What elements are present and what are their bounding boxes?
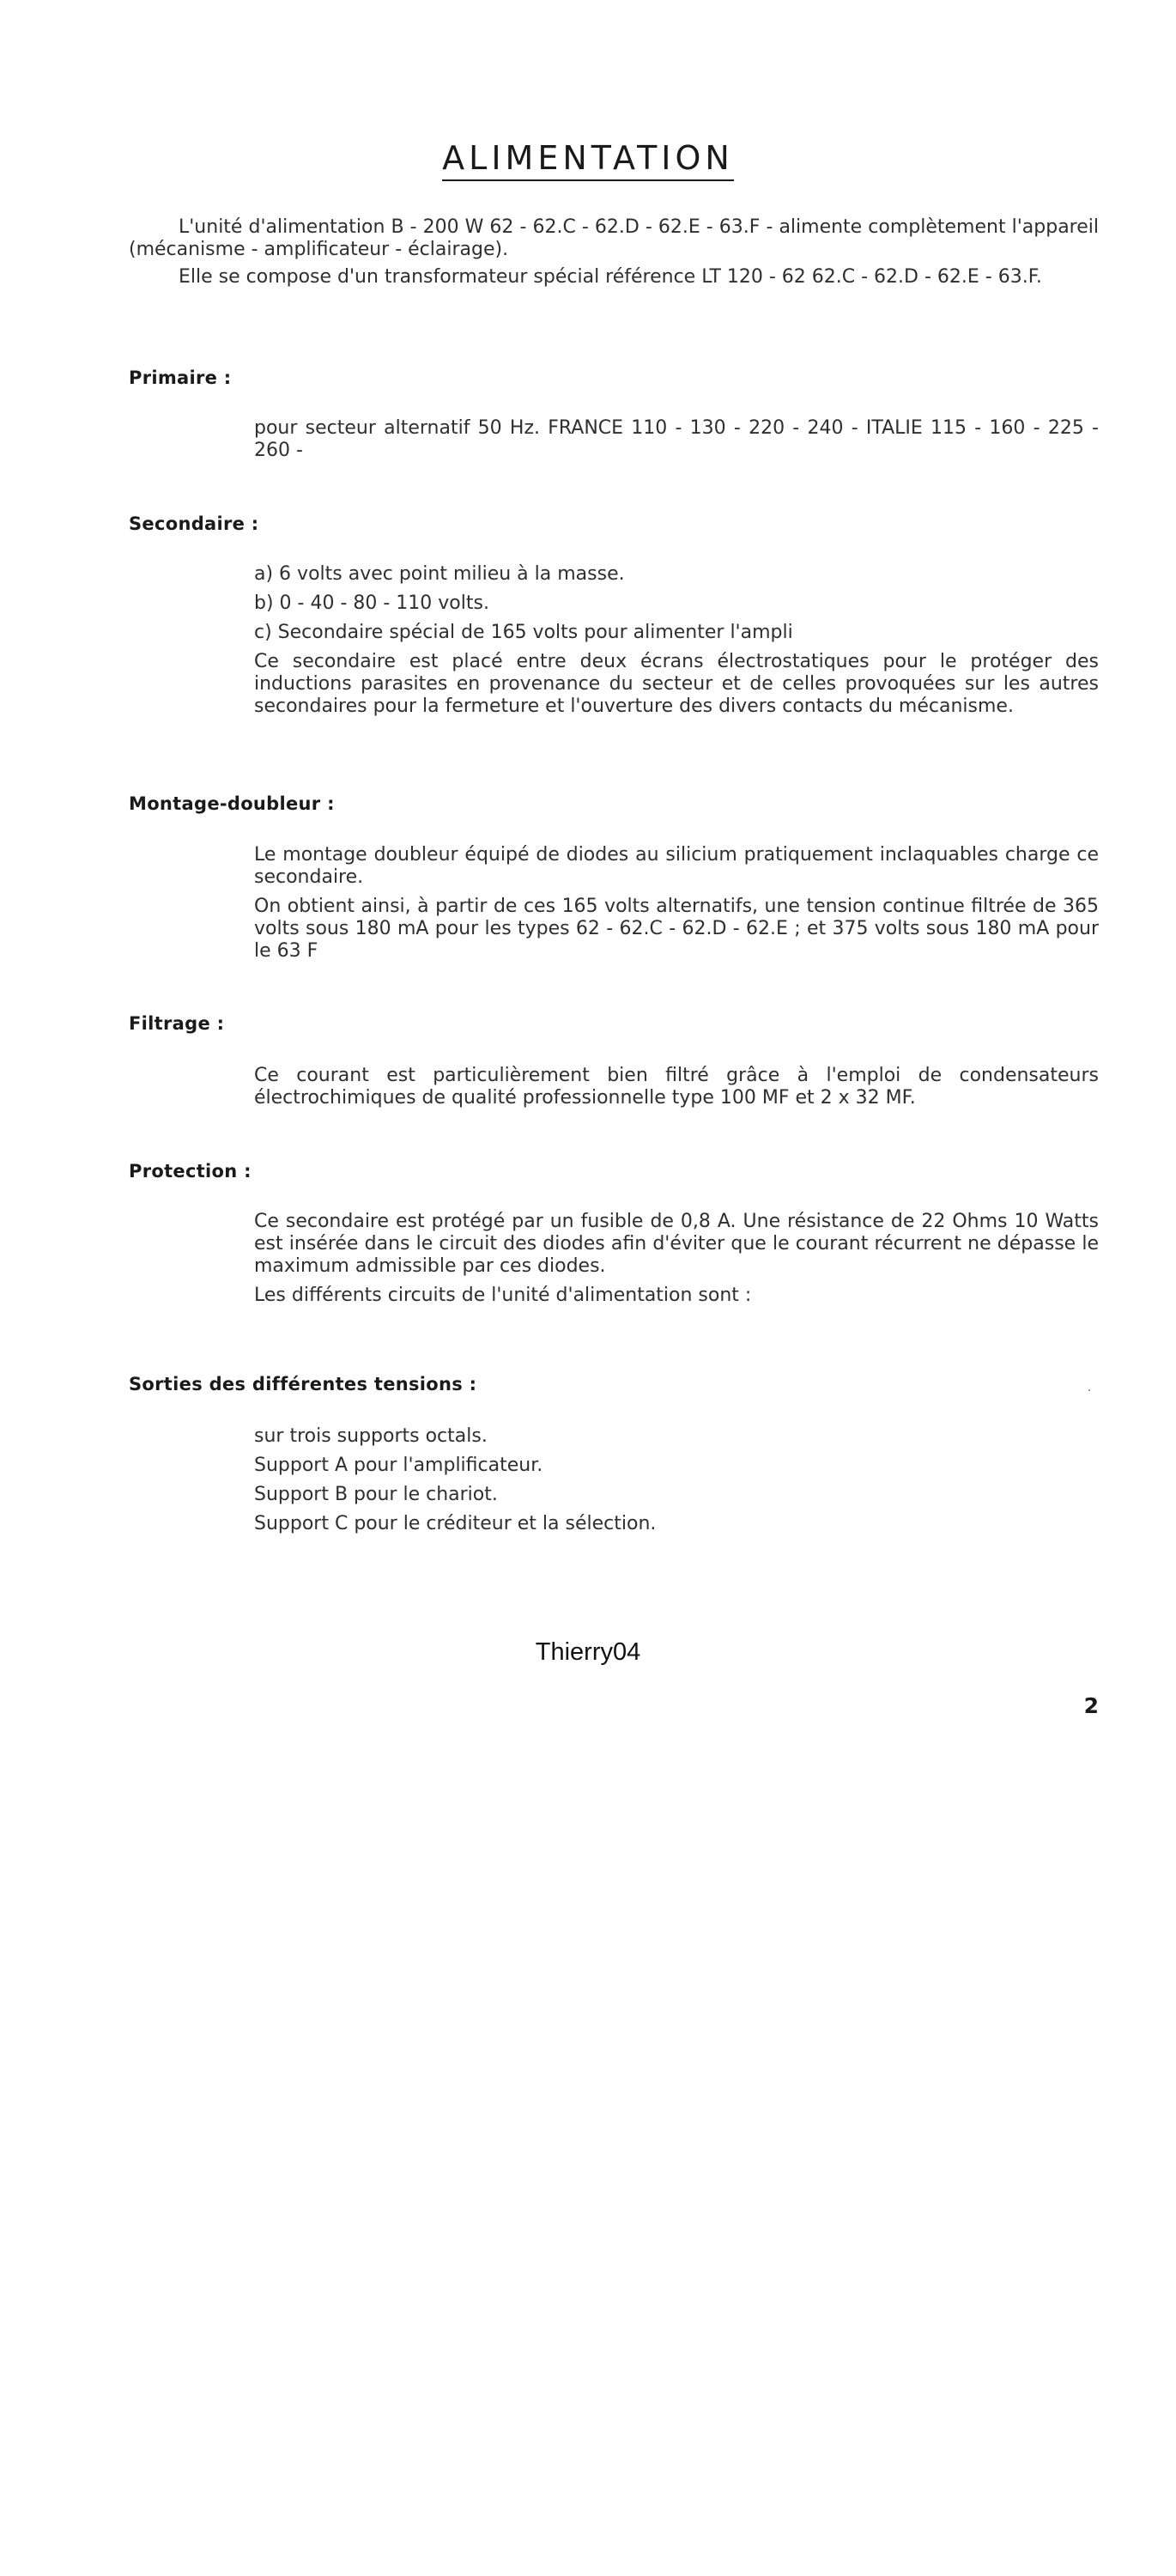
list-item: sur trois supports octals.: [254, 1425, 488, 1447]
signature: Thierry04: [535, 1638, 641, 1666]
section-heading-secondaire: Secondaire :: [129, 513, 259, 534]
section-paragraph: Le montage doubleur équipé de diodes au silicium pratiquement inclaquables charge ce secondaire.: [254, 844, 1099, 888]
section-paragraph: On obtient ainsi, à partir de ces 165 volts alternatifs, une tension continue filtrée de 365 volts sous 180 mA pour les types 62 - 62.C - 62.D - 62.E ; et 375 volts sous 180 mA pour le 63 F: [254, 896, 1099, 962]
section-paragraph: Ce courant est particulièrement bien filtré grâce à l'emploi de condensateurs électrochimiques de qualité professionnelle type 100 MF et 2 x 32 MF.: [254, 1065, 1099, 1109]
section-paragraph: Ce secondaire est protégé par un fusible de 0,8 A. Une résistance de 22 Ohms 10 Watts est insérée dans le circuit des diodes afin d'éviter que le courant récurrent ne dépasse le maximum admissible par ces diodes.: [254, 1211, 1099, 1277]
section-heading-montage-doubleur: Montage-doubleur :: [129, 793, 335, 814]
list-item: b) 0 - 40 - 80 - 110 volts.: [254, 592, 489, 614]
scan-speck: [1088, 1389, 1090, 1391]
section-heading-sorties: Sorties des différentes tensions :: [129, 1374, 477, 1394]
page-number: 2: [1083, 1693, 1099, 1718]
section-heading-primaire: Primaire :: [129, 368, 232, 388]
list-item: a) 6 volts avec point milieu à la masse.: [254, 563, 625, 585]
list-item: c) Secondaire spécial de 165 volts pour alimenter l'ampli: [254, 622, 793, 643]
intro-paragraph: L'unité d'alimentation B - 200 W 62 - 62.C - 62.D - 62.E - 63.F - alimente complètement l'appareil (mécanisme - amplificateur - éclairage).: [129, 216, 1099, 260]
page-title-text: ALIMENTATION: [442, 138, 734, 181]
list-item: Support C pour le créditeur et la sélection.: [254, 1513, 657, 1534]
list-item: Support A pour l'amplificateur.: [254, 1455, 543, 1476]
section-paragraph: pour secteur alternatif 50 Hz. FRANCE 110 - 130 - 220 - 240 - ITALIE 115 - 160 - 225 - 260 -: [254, 417, 1099, 461]
intro-block: [129, 216, 1099, 289]
section-body-protection: [254, 1211, 1099, 1307]
section-paragraph: Ce secondaire est placé entre deux écrans électrostatiques pour le protéger des inductions parasites en provenance du secteur et de celles provoquées sur les autres secondaires pour la fermeture et l'ouverture des divers contacts du mécanisme.: [254, 651, 1099, 717]
page-title: [0, 138, 1176, 181]
section-heading-protection: Protection :: [129, 1161, 252, 1182]
section-body-filtrage: [254, 1065, 1099, 1109]
section-body-secondaire: [254, 563, 1099, 718]
section-body-montage-doubleur: [254, 844, 1099, 963]
section-paragraph: Les différents circuits de l'unité d'alimentation sont :: [254, 1285, 752, 1306]
section-heading-filtrage: Filtrage :: [129, 1013, 225, 1034]
intro-paragraph: Elle se compose d'un transformateur spécial référence LT 120 - 62 62.C - 62.D - 62.E - 63.F.: [179, 266, 1042, 288]
list-item: Support B pour le chariot.: [254, 1484, 498, 1505]
section-body-sorties: [254, 1425, 1099, 1535]
section-body-primaire: [254, 417, 1099, 462]
